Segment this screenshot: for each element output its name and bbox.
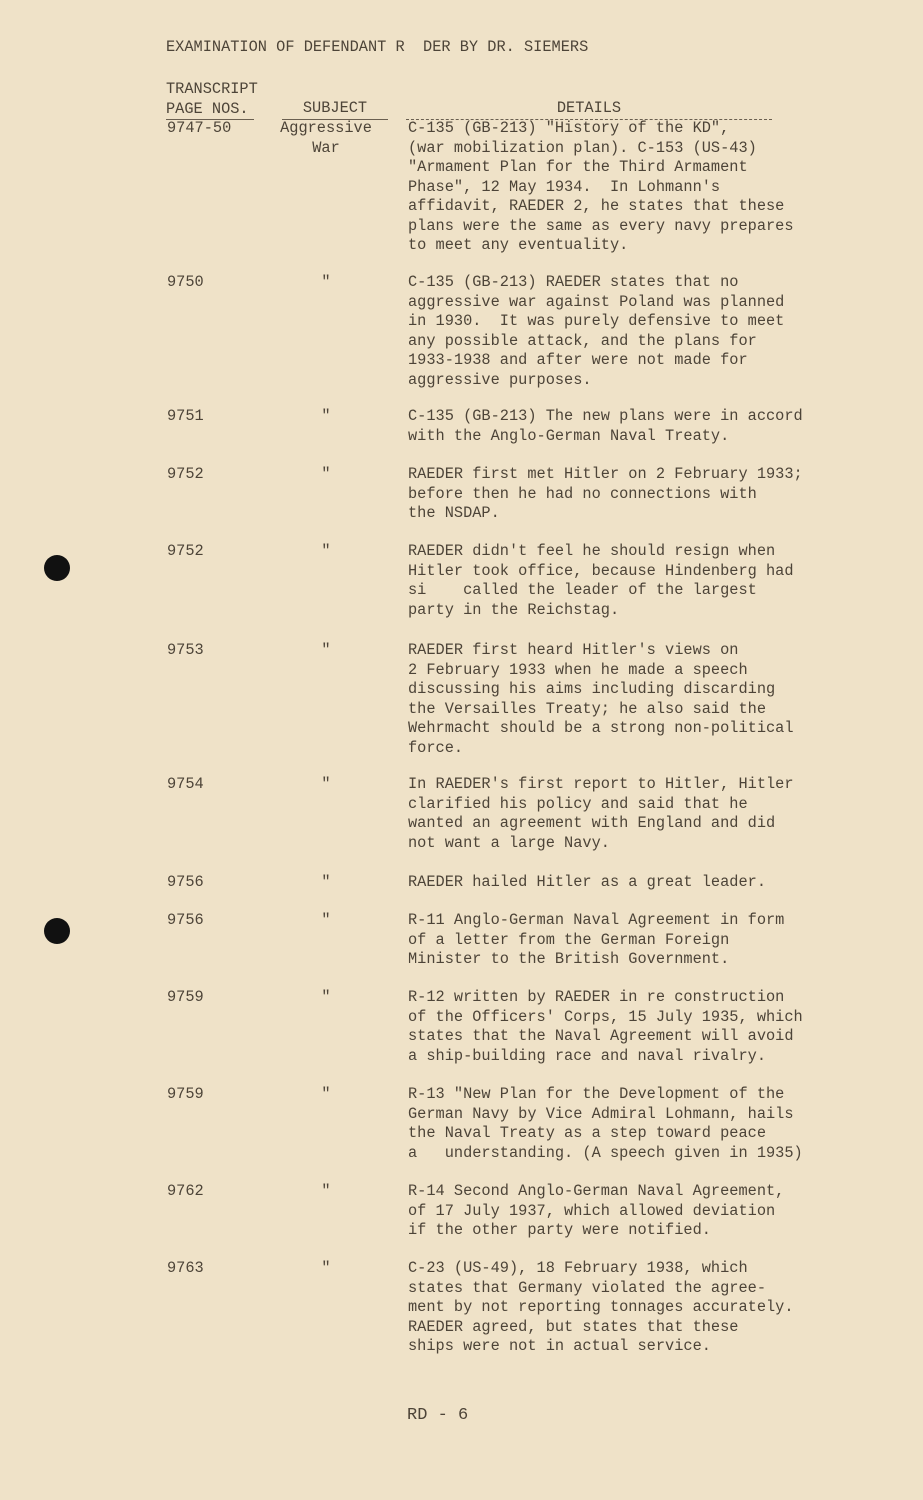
details-line: of 17 July 1937, which allowed deviation bbox=[408, 1201, 776, 1220]
subject: " bbox=[321, 542, 331, 560]
details bbox=[408, 988, 803, 1066]
details-line: not want a large Navy. bbox=[408, 833, 610, 852]
details-line: RAEDER first heard Hitler's views on bbox=[408, 641, 739, 659]
details-line: party in the Reichstag. bbox=[408, 600, 620, 619]
page-number: 9747-50 bbox=[167, 119, 232, 137]
page-number: 9752 bbox=[167, 465, 204, 483]
punch-hole bbox=[44, 918, 70, 944]
details-line: states that the Naval Agreement will avoid bbox=[408, 1027, 794, 1045]
details-line: C-135 (GB-213) RAEDER states that no bbox=[408, 273, 739, 291]
subject: " bbox=[321, 407, 331, 425]
page-number: 9753 bbox=[167, 641, 204, 659]
details-line: C-23 (US-49), 18 February 1938, which bbox=[408, 1259, 748, 1277]
details-line: force. bbox=[408, 738, 464, 757]
subject: " bbox=[321, 641, 331, 659]
details-line: 2 February 1933 when he made a speech bbox=[408, 660, 748, 679]
details-line: Minister to the British Government. bbox=[408, 950, 730, 968]
page-number: 9754 bbox=[167, 775, 204, 793]
details-line: C-135 (GB-213) "History of the KD", bbox=[408, 119, 730, 137]
subject: " bbox=[321, 988, 331, 1006]
details-line: RAEDER didn't feel he should resign when bbox=[408, 542, 776, 560]
details-line: of a letter from the German Foreign bbox=[408, 930, 730, 949]
details-line: states that Germany violated the agree- bbox=[408, 1278, 767, 1297]
subject: " bbox=[321, 873, 331, 891]
details-line: Phase", 12 May 1934. In Lohmann's bbox=[408, 177, 721, 196]
page-footer: RD - 6 bbox=[407, 1406, 469, 1425]
details bbox=[408, 465, 803, 524]
details-line: aggressive war against Poland was planned bbox=[408, 292, 785, 311]
subject: Aggressive War bbox=[280, 119, 372, 157]
details-line: plans were the same as every navy prepares bbox=[408, 216, 794, 235]
details bbox=[408, 1085, 803, 1163]
details-line: a understanding. (A speech given in 1935) bbox=[408, 1143, 803, 1162]
page-header-line2: PAGE NOS. bbox=[166, 100, 254, 121]
subject: " bbox=[321, 465, 331, 483]
details-line: Wehrmacht should be a strong non-political bbox=[408, 719, 794, 737]
page-number: 9750 bbox=[167, 273, 204, 291]
details bbox=[408, 273, 784, 390]
subject: " bbox=[321, 1085, 331, 1103]
subject: " bbox=[321, 911, 331, 929]
details bbox=[408, 911, 784, 970]
page-number: 9751 bbox=[167, 407, 204, 425]
details-line: German Navy by Vice Admiral Lohmann, hails bbox=[408, 1104, 794, 1123]
details bbox=[408, 873, 766, 893]
details-line: C-135 (GB-213) The new plans were in accord bbox=[408, 407, 803, 425]
subject: " bbox=[321, 775, 331, 793]
details bbox=[408, 407, 803, 446]
details bbox=[408, 542, 794, 620]
details-line: RAEDER agreed, but states that these bbox=[408, 1317, 739, 1336]
subject: " bbox=[321, 1259, 331, 1277]
page-number: 9763 bbox=[167, 1259, 204, 1277]
page-number: 9756 bbox=[167, 911, 204, 929]
details-line: si called the leader of the largest bbox=[408, 581, 757, 599]
document-title: EXAMINATION OF DEFENDANT R DER BY DR. SIEMERS bbox=[166, 38, 589, 56]
details-line: the Versailles Treaty; he also said the bbox=[408, 699, 767, 718]
subject: " bbox=[321, 1182, 331, 1200]
details bbox=[408, 775, 794, 853]
details-line: wanted an agreement with England and did bbox=[408, 814, 776, 832]
details-line: ships were not in actual service. bbox=[408, 1337, 711, 1355]
details-line: R-12 written by RAEDER in re construction bbox=[408, 988, 785, 1006]
details-line: the Naval Treaty as a step toward peace bbox=[408, 1124, 767, 1142]
column-header-details: DETAILS bbox=[406, 99, 772, 120]
details-line: affidavit, RAEDER 2, he states that these bbox=[408, 197, 785, 215]
details-line: before then he had no connections with bbox=[408, 484, 757, 503]
details-line: (war mobilization plan). C-153 (US-43) bbox=[408, 138, 757, 157]
page-number: 9752 bbox=[167, 542, 204, 560]
page-number: 9756 bbox=[167, 873, 204, 891]
column-header-subject: SUBJECT bbox=[282, 99, 388, 120]
details bbox=[408, 1259, 794, 1357]
details-line: if the other party were notified. bbox=[408, 1221, 711, 1239]
details-line: the NSDAP. bbox=[408, 504, 500, 522]
details-line: aggressive purposes. bbox=[408, 370, 592, 389]
details-line: in 1930. It was purely defensive to meet bbox=[408, 312, 785, 330]
details-line: R-13 "New Plan for the Development of the bbox=[408, 1085, 785, 1103]
details-line: Hitler took office, because Hindenberg had bbox=[408, 561, 794, 580]
page-header-line1: TRANSCRIPT bbox=[166, 80, 258, 98]
details-line: a ship-building race and naval rivalry. bbox=[408, 1046, 767, 1065]
details-line: In RAEDER's first report to Hitler, Hitler bbox=[408, 775, 794, 793]
details bbox=[408, 1182, 784, 1241]
details-line: "Armament Plan for the Third Armament bbox=[408, 158, 748, 176]
details-line: R-11 Anglo-German Naval Agreement in form bbox=[408, 911, 785, 929]
details-line: ment by not reporting tonnages accurately. bbox=[408, 1298, 794, 1316]
details-line: R-14 Second Anglo-German Naval Agreement, bbox=[408, 1182, 785, 1200]
details bbox=[408, 641, 794, 758]
details-line: clarified his policy and said that he bbox=[408, 794, 748, 813]
details-line: any possible attack, and the plans for bbox=[408, 331, 757, 350]
details-line: RAEDER hailed Hitler as a great leader. bbox=[408, 873, 767, 891]
details-line: discussing his aims including discarding bbox=[408, 680, 776, 698]
page-number: 9759 bbox=[167, 988, 204, 1006]
column-header-page bbox=[166, 80, 258, 120]
details bbox=[408, 119, 794, 256]
punch-hole bbox=[44, 555, 70, 581]
subject: " bbox=[321, 273, 331, 291]
details-line: 1933-1938 and after were not made for bbox=[408, 351, 748, 369]
details-line: RAEDER first met Hitler on 2 February 1933; bbox=[408, 465, 803, 483]
details-line: with the Anglo-German Naval Treaty. bbox=[408, 426, 730, 445]
details-line: to meet any eventuality. bbox=[408, 236, 629, 254]
details-line: of the Officers' Corps, 15 July 1935, which bbox=[408, 1007, 803, 1026]
page-number: 9762 bbox=[167, 1182, 204, 1200]
page-number: 9759 bbox=[167, 1085, 204, 1103]
